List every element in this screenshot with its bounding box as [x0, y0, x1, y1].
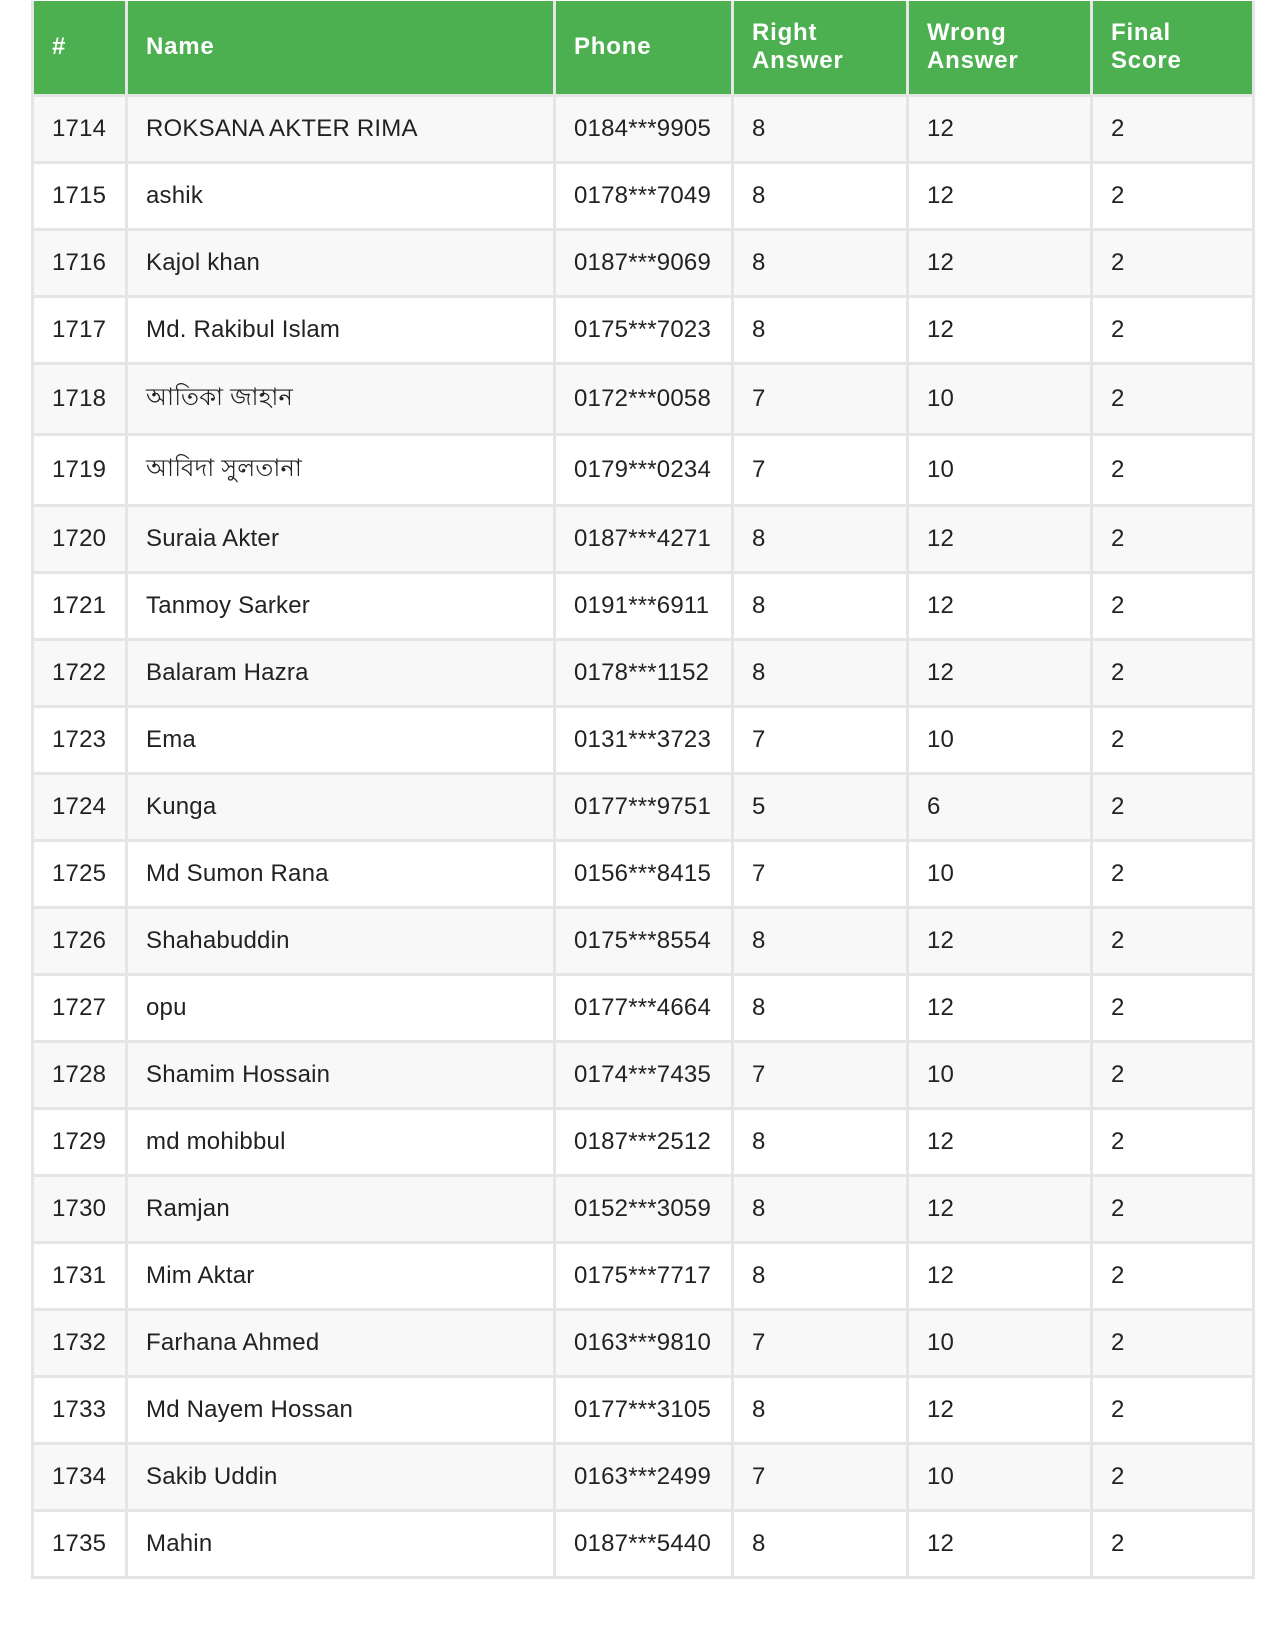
cell-phone: 0177***9751 — [555, 773, 733, 840]
cell-number: 1722 — [33, 639, 127, 706]
cell-name: Mim Aktar — [127, 1242, 555, 1309]
cell-wrong-answer: 12 — [908, 639, 1092, 706]
table-row — [33, 1443, 1254, 1510]
cell-wrong-answer: 10 — [908, 363, 1092, 434]
cell-wrong-answer: 10 — [908, 706, 1092, 773]
cell-wrong-answer: 12 — [908, 1108, 1092, 1175]
table-row — [33, 95, 1254, 162]
cell-phone: 0178***7049 — [555, 162, 733, 229]
cell-phone: 0178***1152 — [555, 639, 733, 706]
cell-right-answer: 8 — [733, 1376, 908, 1443]
table-row — [33, 773, 1254, 840]
cell-name: Shamim Hossain — [127, 1041, 555, 1108]
cell-number: 1721 — [33, 572, 127, 639]
cell-number: 1726 — [33, 907, 127, 974]
cell-phone: 0187***5440 — [555, 1510, 733, 1577]
cell-number: 1715 — [33, 162, 127, 229]
cell-final-score: 2 — [1092, 95, 1254, 162]
cell-wrong-answer: 12 — [908, 572, 1092, 639]
cell-phone: 0184***9905 — [555, 95, 733, 162]
cell-number: 1729 — [33, 1108, 127, 1175]
cell-number: 1727 — [33, 974, 127, 1041]
cell-final-score: 2 — [1092, 706, 1254, 773]
cell-phone: 0175***8554 — [555, 907, 733, 974]
cell-final-score: 2 — [1092, 1108, 1254, 1175]
cell-right-answer: 8 — [733, 572, 908, 639]
cell-number: 1720 — [33, 505, 127, 572]
cell-right-answer: 7 — [733, 434, 908, 505]
cell-wrong-answer: 10 — [908, 434, 1092, 505]
cell-final-score: 2 — [1092, 1376, 1254, 1443]
table-body — [33, 95, 1254, 1577]
cell-right-answer: 8 — [733, 229, 908, 296]
table-row — [33, 162, 1254, 229]
cell-number: 1725 — [33, 840, 127, 907]
cell-right-answer: 7 — [733, 1443, 908, 1510]
cell-name: Sakib Uddin — [127, 1443, 555, 1510]
cell-name: Ema — [127, 706, 555, 773]
cell-name: ROKSANA AKTER RIMA — [127, 95, 555, 162]
cell-right-answer: 8 — [733, 505, 908, 572]
cell-right-answer: 7 — [733, 363, 908, 434]
cell-final-score: 2 — [1092, 572, 1254, 639]
cell-name: আবিদা সুলতানা — [127, 434, 555, 505]
cell-number: 1732 — [33, 1309, 127, 1376]
table-row — [33, 1376, 1254, 1443]
cell-right-answer: 8 — [733, 95, 908, 162]
header-number: # — [33, 1, 127, 95]
table-row — [33, 639, 1254, 706]
cell-name: Kunga — [127, 773, 555, 840]
cell-name: Md Sumon Rana — [127, 840, 555, 907]
header-name: Name — [127, 1, 555, 95]
cell-name: Farhana Ahmed — [127, 1309, 555, 1376]
cell-number: 1731 — [33, 1242, 127, 1309]
cell-final-score: 2 — [1092, 639, 1254, 706]
cell-right-answer: 8 — [733, 639, 908, 706]
cell-right-answer: 7 — [733, 1041, 908, 1108]
cell-wrong-answer: 12 — [908, 229, 1092, 296]
cell-name: Kajol khan — [127, 229, 555, 296]
table-row — [33, 840, 1254, 907]
cell-name: Balaram Hazra — [127, 639, 555, 706]
cell-number: 1735 — [33, 1510, 127, 1577]
cell-phone: 0187***2512 — [555, 1108, 733, 1175]
table-row — [33, 974, 1254, 1041]
table-row — [33, 572, 1254, 639]
table-row — [33, 1041, 1254, 1108]
cell-name: Mahin — [127, 1510, 555, 1577]
cell-phone: 0187***4271 — [555, 505, 733, 572]
cell-final-score: 2 — [1092, 1175, 1254, 1242]
table-row — [33, 1242, 1254, 1309]
cell-name: opu — [127, 974, 555, 1041]
cell-name: ashik — [127, 162, 555, 229]
cell-wrong-answer: 12 — [908, 505, 1092, 572]
cell-right-answer: 8 — [733, 162, 908, 229]
cell-wrong-answer: 12 — [908, 95, 1092, 162]
table-row — [33, 505, 1254, 572]
cell-phone: 0163***2499 — [555, 1443, 733, 1510]
cell-wrong-answer: 10 — [908, 1041, 1092, 1108]
cell-name: md mohibbul — [127, 1108, 555, 1175]
header-final-score: Final Score — [1092, 1, 1254, 95]
table-row — [33, 1309, 1254, 1376]
cell-number: 1724 — [33, 773, 127, 840]
cell-final-score: 2 — [1092, 1309, 1254, 1376]
results-table — [31, 1, 1255, 1579]
cell-final-score: 2 — [1092, 434, 1254, 505]
results-sheet — [31, 1, 1252, 1579]
cell-phone: 0172***0058 — [555, 363, 733, 434]
cell-final-score: 2 — [1092, 840, 1254, 907]
cell-wrong-answer: 12 — [908, 974, 1092, 1041]
cell-phone: 0187***9069 — [555, 229, 733, 296]
cell-phone: 0177***3105 — [555, 1376, 733, 1443]
cell-final-score: 2 — [1092, 1443, 1254, 1510]
cell-right-answer: 7 — [733, 1309, 908, 1376]
cell-right-answer: 8 — [733, 1242, 908, 1309]
cell-phone: 0175***7717 — [555, 1242, 733, 1309]
cell-final-score: 2 — [1092, 296, 1254, 363]
cell-final-score: 2 — [1092, 1041, 1254, 1108]
cell-final-score: 2 — [1092, 162, 1254, 229]
cell-number: 1723 — [33, 706, 127, 773]
table-row — [33, 229, 1254, 296]
cell-wrong-answer: 10 — [908, 1443, 1092, 1510]
cell-number: 1718 — [33, 363, 127, 434]
cell-final-score: 2 — [1092, 907, 1254, 974]
cell-final-score: 2 — [1092, 1510, 1254, 1577]
cell-right-answer: 5 — [733, 773, 908, 840]
cell-phone: 0152***3059 — [555, 1175, 733, 1242]
cell-phone: 0175***7023 — [555, 296, 733, 363]
cell-right-answer: 8 — [733, 296, 908, 363]
cell-final-score: 2 — [1092, 1242, 1254, 1309]
table-row — [33, 1510, 1254, 1577]
cell-number: 1719 — [33, 434, 127, 505]
cell-final-score: 2 — [1092, 229, 1254, 296]
cell-phone: 0131***3723 — [555, 706, 733, 773]
cell-final-score: 2 — [1092, 773, 1254, 840]
cell-wrong-answer: 12 — [908, 162, 1092, 229]
cell-right-answer: 8 — [733, 1108, 908, 1175]
cell-name: Md. Rakibul Islam — [127, 296, 555, 363]
cell-name: আতিকা জাহান — [127, 363, 555, 434]
cell-final-score: 2 — [1092, 505, 1254, 572]
cell-right-answer: 8 — [733, 1510, 908, 1577]
table-row — [33, 296, 1254, 363]
cell-right-answer: 7 — [733, 706, 908, 773]
cell-number: 1717 — [33, 296, 127, 363]
table-row — [33, 1175, 1254, 1242]
cell-number: 1730 — [33, 1175, 127, 1242]
table-row — [33, 907, 1254, 974]
cell-phone: 0177***4664 — [555, 974, 733, 1041]
cell-wrong-answer: 12 — [908, 1175, 1092, 1242]
cell-number: 1716 — [33, 229, 127, 296]
cell-phone: 0156***8415 — [555, 840, 733, 907]
cell-wrong-answer: 12 — [908, 1376, 1092, 1443]
cell-name: Md Nayem Hossan — [127, 1376, 555, 1443]
cell-number: 1733 — [33, 1376, 127, 1443]
cell-wrong-answer: 12 — [908, 1510, 1092, 1577]
cell-name: Tanmoy Sarker — [127, 572, 555, 639]
cell-phone: 0174***7435 — [555, 1041, 733, 1108]
cell-wrong-answer: 12 — [908, 1242, 1092, 1309]
table-header — [33, 1, 1254, 95]
cell-name: Suraia Akter — [127, 505, 555, 572]
header-right-answer: Right Answer — [733, 1, 908, 95]
cell-phone: 0179***0234 — [555, 434, 733, 505]
cell-number: 1728 — [33, 1041, 127, 1108]
header-phone: Phone — [555, 1, 733, 95]
cell-wrong-answer: 12 — [908, 296, 1092, 363]
header-row — [33, 1, 1254, 95]
cell-right-answer: 8 — [733, 1175, 908, 1242]
cell-wrong-answer: 10 — [908, 840, 1092, 907]
cell-number: 1734 — [33, 1443, 127, 1510]
table-row — [33, 706, 1254, 773]
cell-wrong-answer: 6 — [908, 773, 1092, 840]
cell-name: Ramjan — [127, 1175, 555, 1242]
cell-final-score: 2 — [1092, 974, 1254, 1041]
cell-wrong-answer: 12 — [908, 907, 1092, 974]
table-row — [33, 434, 1254, 505]
cell-final-score: 2 — [1092, 363, 1254, 434]
cell-phone: 0191***6911 — [555, 572, 733, 639]
cell-number: 1714 — [33, 95, 127, 162]
table-row — [33, 363, 1254, 434]
table-row — [33, 1108, 1254, 1175]
cell-right-answer: 7 — [733, 840, 908, 907]
cell-right-answer: 8 — [733, 907, 908, 974]
header-wrong-answer: Wrong Answer — [908, 1, 1092, 95]
cell-phone: 0163***9810 — [555, 1309, 733, 1376]
cell-name: Shahabuddin — [127, 907, 555, 974]
cell-wrong-answer: 10 — [908, 1309, 1092, 1376]
cell-right-answer: 8 — [733, 974, 908, 1041]
